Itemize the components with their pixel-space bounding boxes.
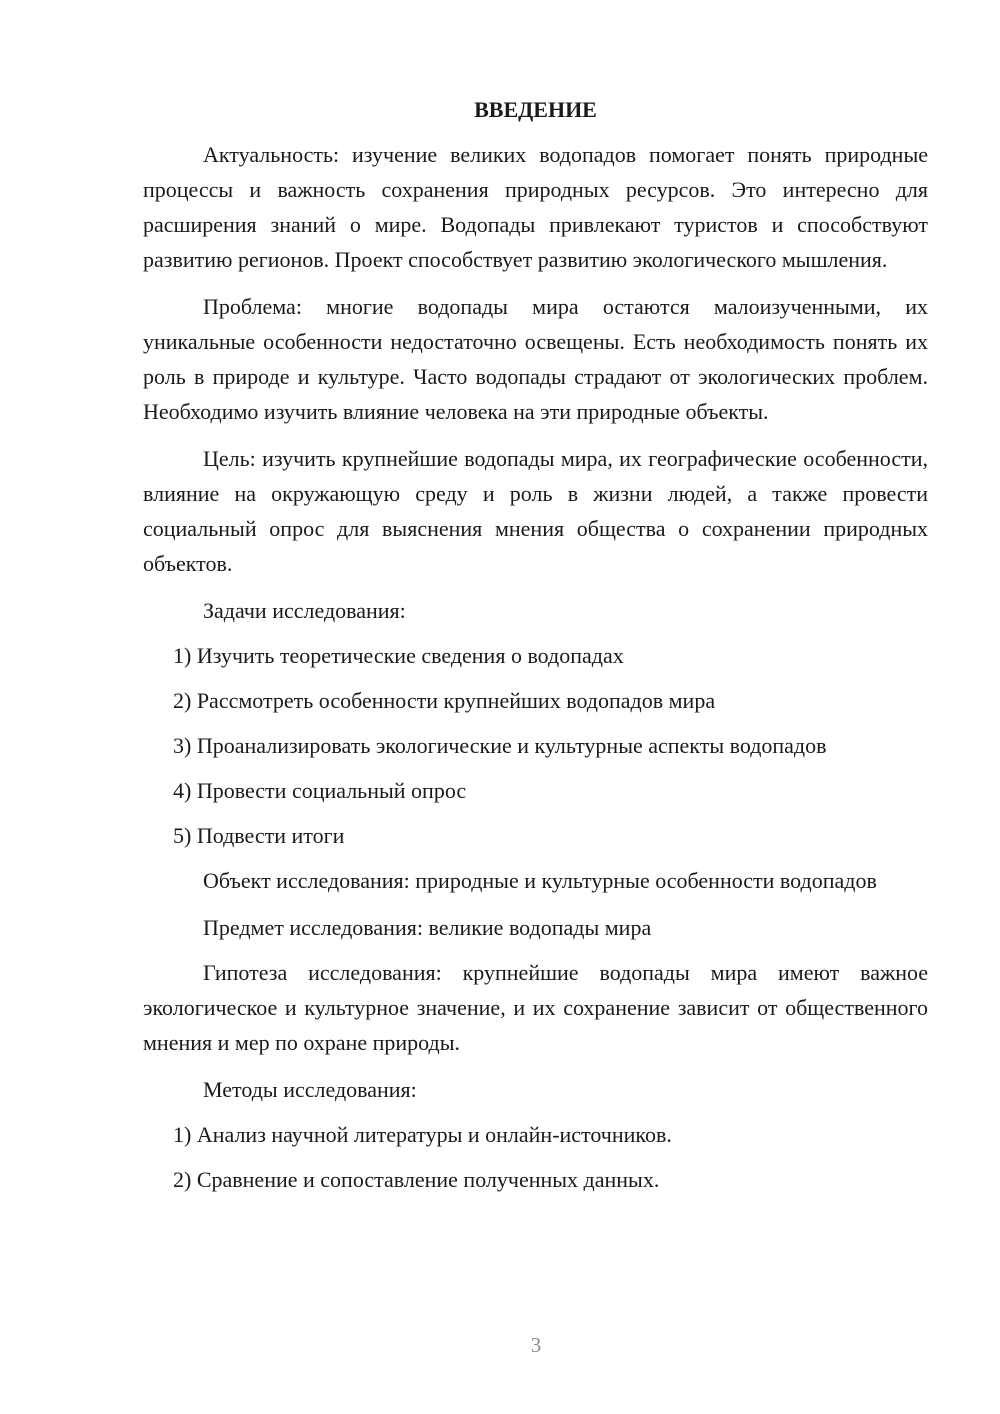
object-paragraph: Объект исследования: природные и культурные особенности водопадов — [203, 868, 877, 893]
task-item-2: 2) Рассмотреть особенности крупнейших водопадов мира — [173, 688, 716, 713]
page-number: 3 — [530, 1333, 542, 1357]
page-content — [143, 92, 928, 1207]
relevance-paragraph: Актуальность: изучение великих водопадов помогает понять природные процессы и важность сохранения природных ресурсов. Это интересно для расширения знаний о мире. Водопады привлекают туристов и способствуют развитию регионов. Проект способствует развитию экологического мышления. — [143, 142, 928, 272]
page-title: ВВЕДЕНИЕ — [474, 97, 597, 122]
methods-heading: Методы исследования: — [203, 1077, 417, 1102]
tasks-heading: Задачи исследования: — [203, 598, 406, 623]
task-item-3: 3) Проанализировать экологические и культурные аспекты водопадов — [173, 733, 827, 758]
method-item-2: 2) Сравнение и сопоставление полученных данных. — [173, 1167, 660, 1192]
subject-line: Предмет исследования: великие водопады мира — [203, 915, 652, 940]
method-item-1: 1) Анализ научной литературы и онлайн-источников. — [173, 1122, 672, 1147]
problem-paragraph: Проблема: многие водопады мира остаются малоизученными, их уникальные особенности недостаточно освещены. Есть необходимость понять их роль в природе и культуре. Часто водопады страдают от экологических проблем. Необходимо изучить влияние человека на эти природные объекты. — [143, 294, 928, 424]
hypothesis-paragraph: Гипотеза исследования: крупнейшие водопады мира имеют важное экологическое и культурное значение, и их сохранение зависит от общественного мнения и мер по охране природы. — [143, 960, 928, 1055]
goal-paragraph: Цель: изучить крупнейшие водопады мира, их географические особенности, влияние на окружающую среду и роль в жизни людей, а также провести социальный опрос для выяснения мнения общества о сохранении природных объектов. — [143, 446, 928, 576]
task-item-5: 5) Подвести итоги — [173, 823, 345, 848]
task-item-1: 1) Изучить теоретические сведения о водопадах — [173, 643, 624, 668]
task-item-4: 4) Провести социальный опрос — [173, 778, 467, 803]
